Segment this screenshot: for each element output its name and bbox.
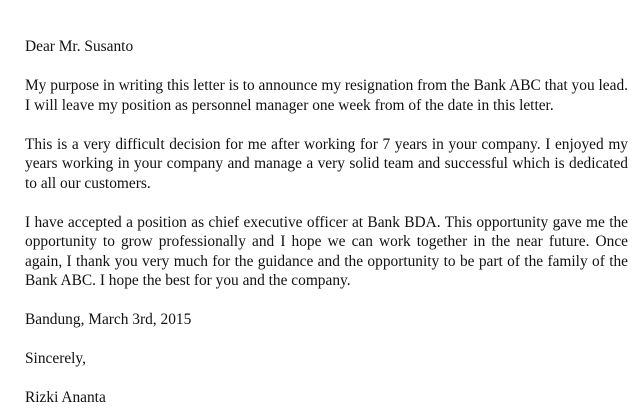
salutation: Dear Mr. Susanto (25, 38, 134, 55)
letter-body (25, 37, 628, 408)
place-date: Bandung, March 3rd, 2015 (25, 311, 192, 328)
signature-name: Rizki Ananta (25, 389, 106, 406)
paragraph-new-position: I have accepted a position as chief executive officer at Bank BDA. This opportunity gave me the opportunity to grow professionally and I hope we can work together in the near future. Once again, I thank you very much for the guidance and the opportunity to be part of the family of the Bank ABC. I hope the best for you and the company. (25, 213, 628, 289)
paragraph-resignation-announcement: My purpose in writing this letter is to announce my resignation from the Bank ABC that you lead. I will leave my position as personnel manager one week from of the date in this letter. (25, 77, 628, 114)
closing: Sincerely, (25, 350, 86, 367)
paragraph-difficult-decision: This is a very difficult decision for me after working for 7 years in your company. I enjoyed my years working in your company and manage a very solid team and successful which is dedicated to all our customers. (25, 135, 628, 192)
